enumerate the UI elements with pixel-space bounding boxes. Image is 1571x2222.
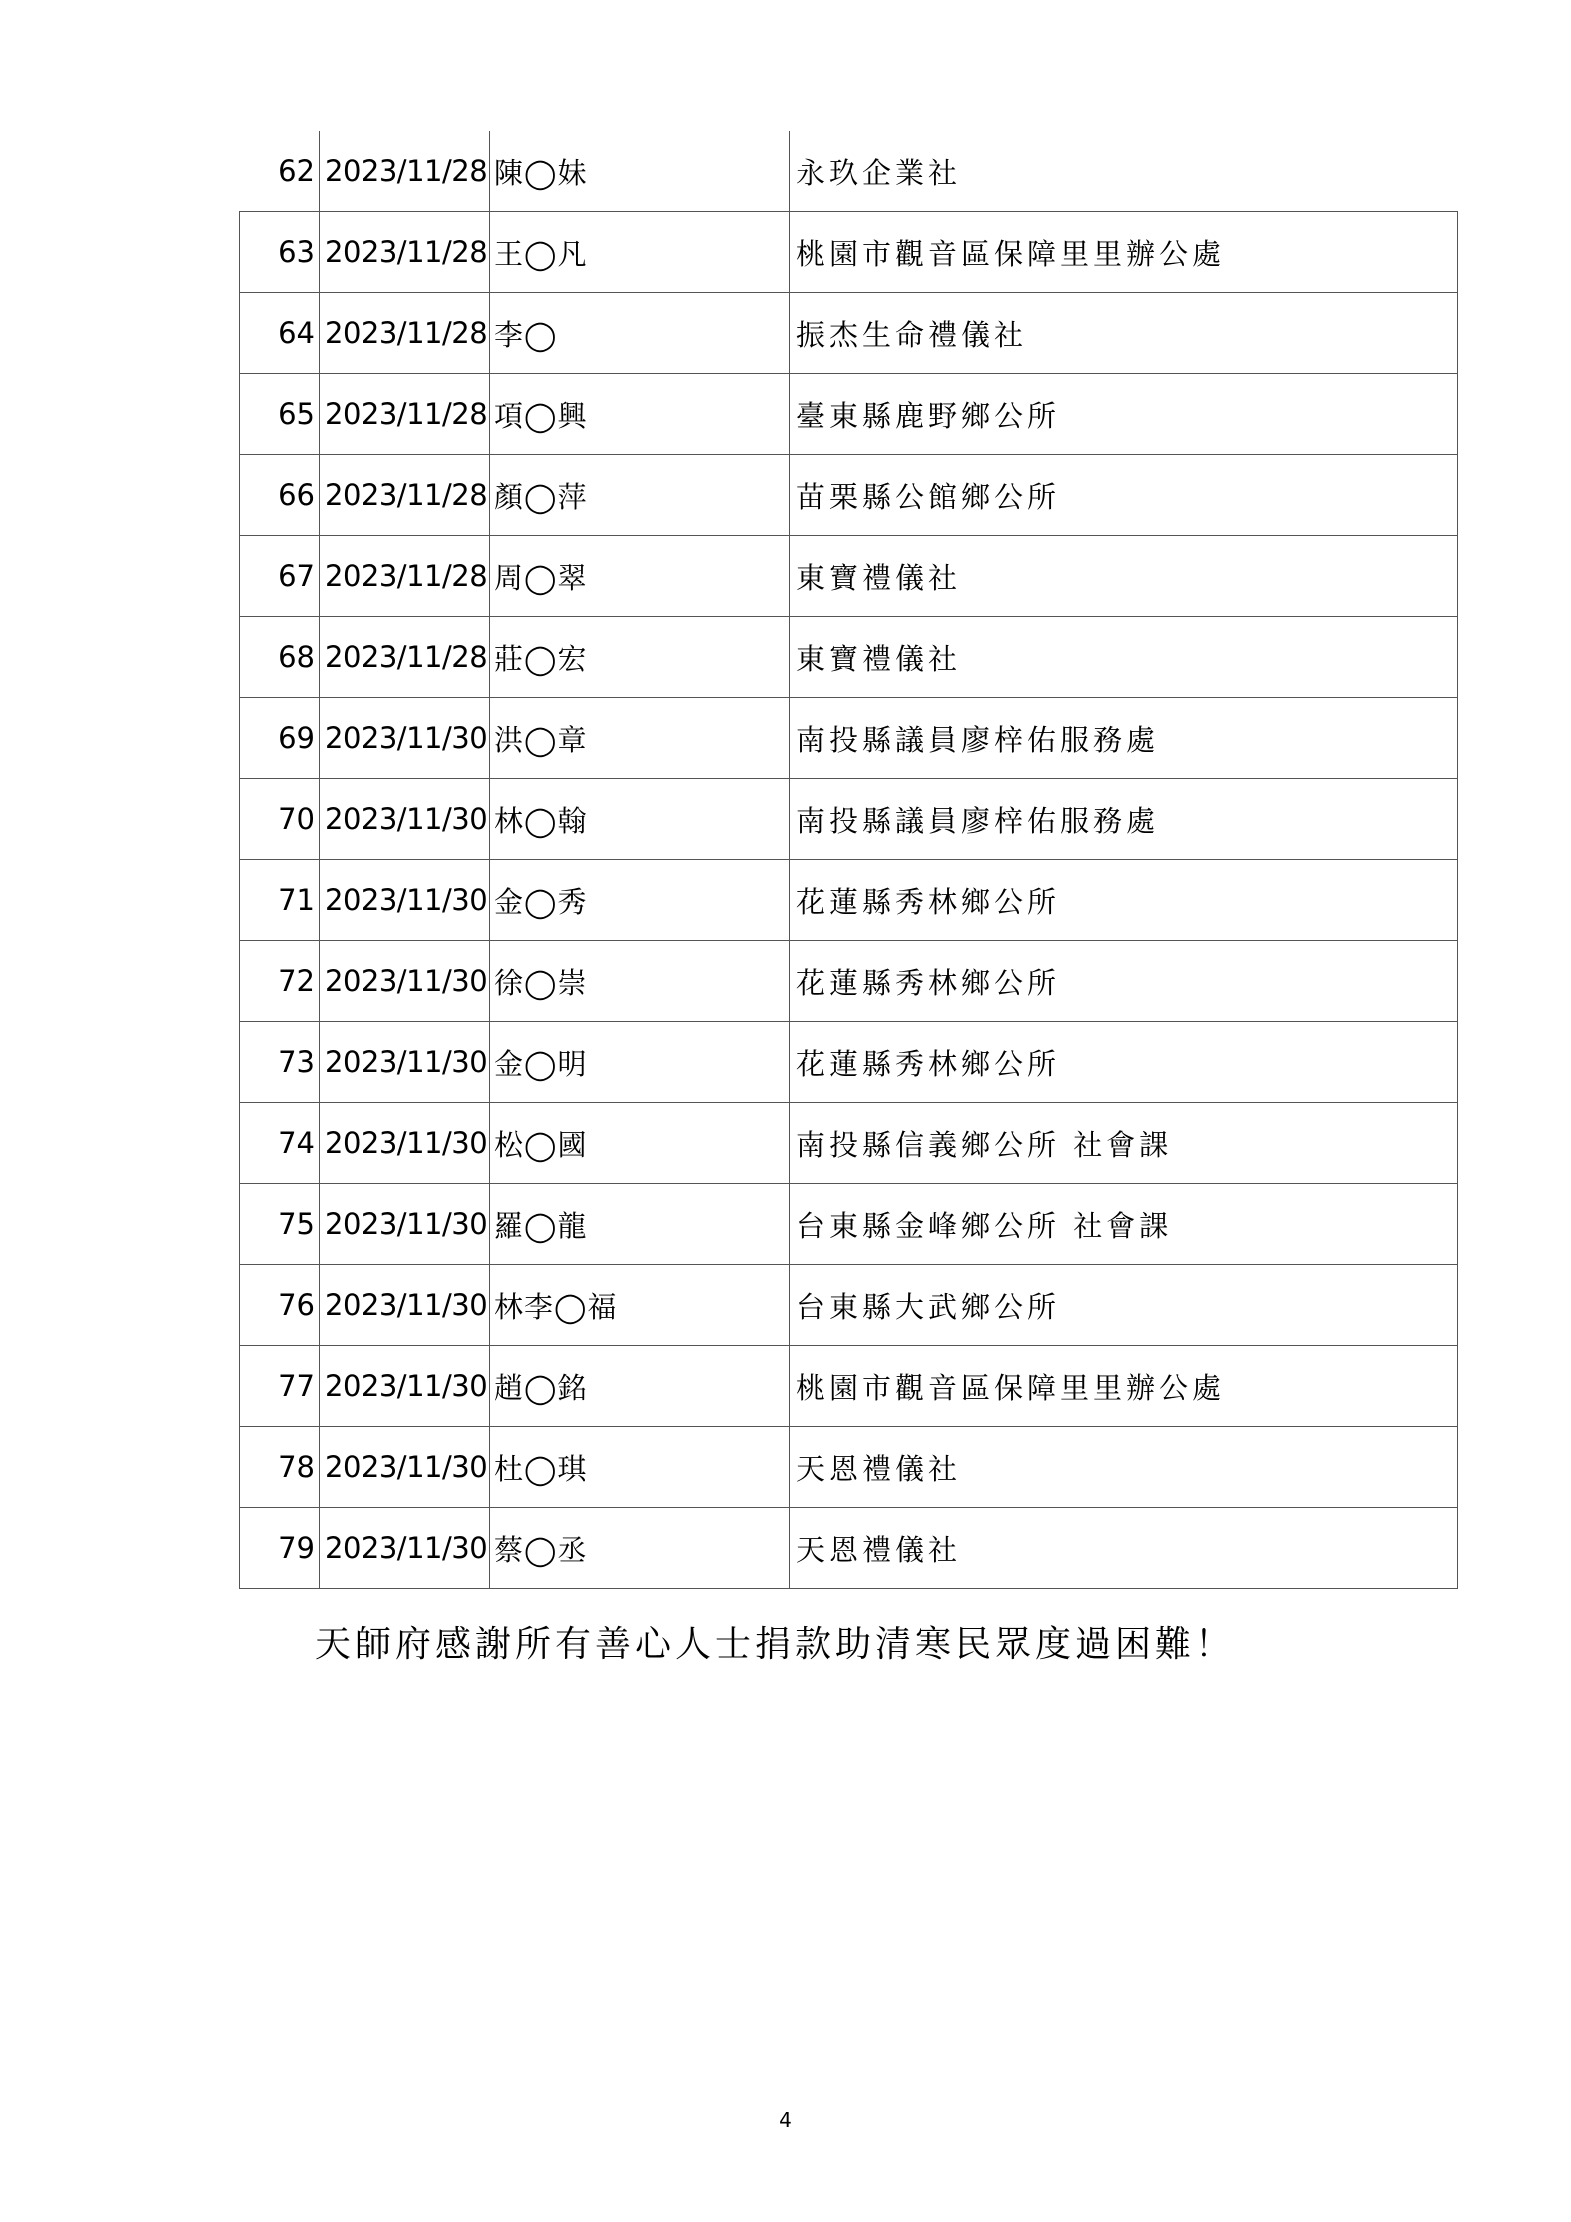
table-row [240, 131, 1458, 212]
row-organization: 天恩禮儀社 [790, 1427, 1458, 1508]
table-row [240, 1508, 1458, 1589]
table-row [240, 1184, 1458, 1265]
row-number: 72 [240, 941, 320, 1022]
row-number: 75 [240, 1184, 320, 1265]
row-date: 2023/11/28 [320, 374, 490, 455]
row-organization: 南投縣議員廖梓佑服務處 [790, 779, 1458, 860]
row-donor-name: 項◯興 [490, 374, 790, 455]
row-organization: 天恩禮儀社 [790, 1508, 1458, 1589]
row-date: 2023/11/30 [320, 860, 490, 941]
row-number: 62 [240, 131, 320, 212]
table-row [240, 1346, 1458, 1427]
row-donor-name: 羅◯龍 [490, 1184, 790, 1265]
row-date: 2023/11/30 [320, 698, 490, 779]
row-date: 2023/11/28 [320, 617, 490, 698]
row-donor-name: 洪◯章 [490, 698, 790, 779]
table-row [240, 1265, 1458, 1346]
table-row [240, 212, 1458, 293]
row-donor-name: 林◯翰 [490, 779, 790, 860]
row-organization: 南投縣信義鄉公所 社會課 [790, 1103, 1458, 1184]
row-date: 2023/11/28 [320, 212, 490, 293]
table-row [240, 455, 1458, 536]
row-date: 2023/11/28 [320, 131, 490, 212]
row-donor-name: 金◯明 [490, 1022, 790, 1103]
row-organization: 台東縣金峰鄉公所 社會課 [790, 1184, 1458, 1265]
row-date: 2023/11/30 [320, 941, 490, 1022]
table-row [240, 536, 1458, 617]
table-row [240, 698, 1458, 779]
row-date: 2023/11/30 [320, 1103, 490, 1184]
row-date: 2023/11/30 [320, 1346, 490, 1427]
row-date: 2023/11/30 [320, 1508, 490, 1589]
row-organization: 東寶禮儀社 [790, 536, 1458, 617]
row-donor-name: 林李◯福 [490, 1265, 790, 1346]
row-donor-name: 杜◯琪 [490, 1427, 790, 1508]
row-organization: 振杰生命禮儀社 [790, 293, 1458, 374]
table-row [240, 293, 1458, 374]
row-number: 65 [240, 374, 320, 455]
row-number: 76 [240, 1265, 320, 1346]
row-number: 71 [240, 860, 320, 941]
row-number: 67 [240, 536, 320, 617]
row-donor-name: 趙◯銘 [490, 1346, 790, 1427]
row-date: 2023/11/30 [320, 1265, 490, 1346]
row-date: 2023/11/30 [320, 1427, 490, 1508]
row-number: 74 [240, 1103, 320, 1184]
row-organization: 花蓮縣秀林鄉公所 [790, 860, 1458, 941]
donation-table-body [240, 131, 1458, 1589]
page-number: 4 [779, 2108, 792, 2132]
row-number: 70 [240, 779, 320, 860]
row-organization: 永玖企業社 [790, 131, 1458, 212]
row-donor-name: 松◯國 [490, 1103, 790, 1184]
row-number: 73 [240, 1022, 320, 1103]
row-date: 2023/11/28 [320, 455, 490, 536]
row-donor-name: 顏◯萍 [490, 455, 790, 536]
row-donor-name: 周◯翠 [490, 536, 790, 617]
row-organization: 東寶禮儀社 [790, 617, 1458, 698]
table-row [240, 1022, 1458, 1103]
table-row [240, 617, 1458, 698]
row-organization: 台東縣大武鄉公所 [790, 1265, 1458, 1346]
row-number: 78 [240, 1427, 320, 1508]
row-organization: 苗栗縣公館鄉公所 [790, 455, 1458, 536]
row-donor-name: 王◯凡 [490, 212, 790, 293]
table-row [240, 779, 1458, 860]
row-number: 77 [240, 1346, 320, 1427]
row-number: 69 [240, 698, 320, 779]
row-number: 64 [240, 293, 320, 374]
row-date: 2023/11/30 [320, 1022, 490, 1103]
row-donor-name: 徐◯崇 [490, 941, 790, 1022]
row-donor-name: 陳◯妹 [490, 131, 790, 212]
table-row [240, 941, 1458, 1022]
row-donor-name: 李◯ [490, 293, 790, 374]
row-organization: 臺東縣鹿野鄉公所 [790, 374, 1458, 455]
row-number: 68 [240, 617, 320, 698]
row-donor-name: 蔡◯丞 [490, 1508, 790, 1589]
table-row [240, 1427, 1458, 1508]
row-date: 2023/11/28 [320, 293, 490, 374]
row-donor-name: 金◯秀 [490, 860, 790, 941]
row-number: 63 [240, 212, 320, 293]
row-number: 79 [240, 1508, 320, 1589]
row-organization: 花蓮縣秀林鄉公所 [790, 1022, 1458, 1103]
row-date: 2023/11/30 [320, 779, 490, 860]
table-row [240, 860, 1458, 941]
thanks-note: 天師府感謝所有善心人士捐款助清寒民眾度過困難！ [315, 1624, 1236, 1665]
table-row [240, 374, 1458, 455]
donation-table [239, 131, 1458, 1589]
row-number: 66 [240, 455, 320, 536]
row-donor-name: 莊◯宏 [490, 617, 790, 698]
row-organization: 桃園市觀音區保障里里辦公處 [790, 212, 1458, 293]
table-row [240, 1103, 1458, 1184]
row-organization: 南投縣議員廖梓佑服務處 [790, 698, 1458, 779]
row-organization: 桃園市觀音區保障里里辦公處 [790, 1346, 1458, 1427]
row-date: 2023/11/30 [320, 1184, 490, 1265]
row-organization: 花蓮縣秀林鄉公所 [790, 941, 1458, 1022]
row-date: 2023/11/28 [320, 536, 490, 617]
